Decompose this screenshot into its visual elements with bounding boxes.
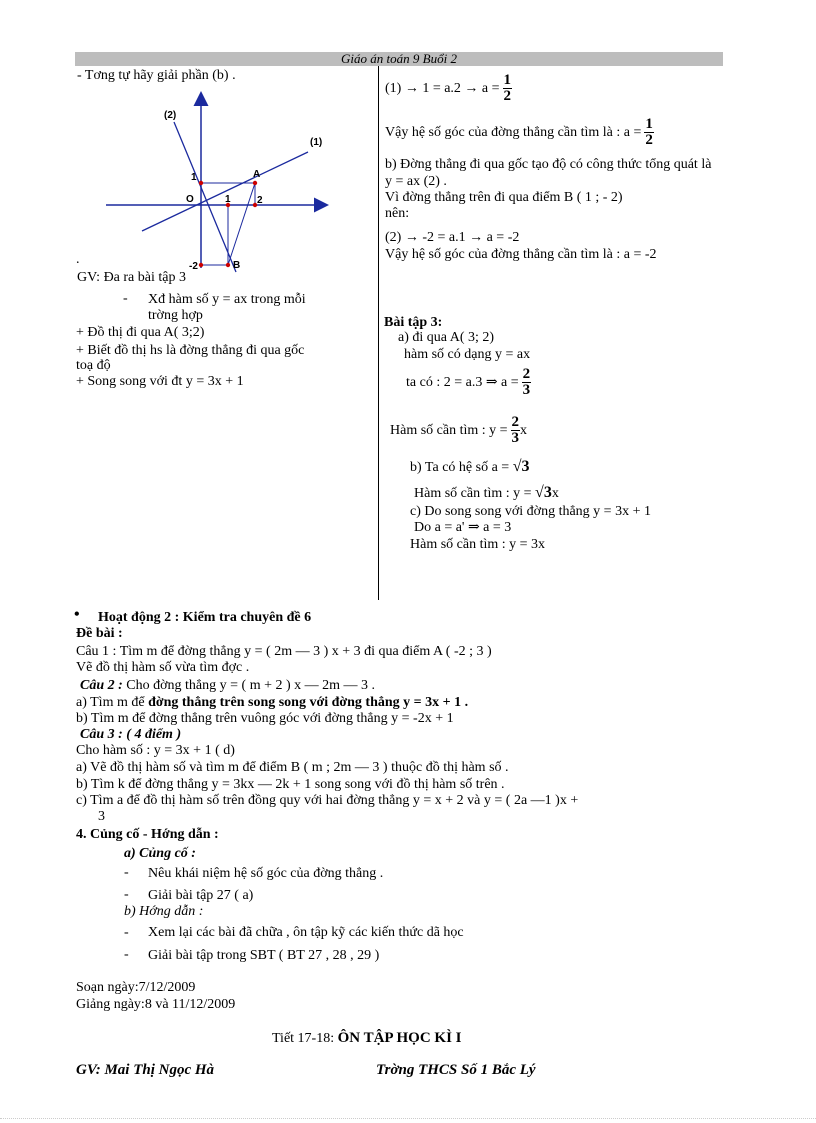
r3: b) Đờng thẳng đi qua gốc tạo độ có công thức tổng quát là <box>385 157 712 172</box>
label-O: O <box>186 194 194 205</box>
cau3b: b) Tìm k để đờng thẳng y = 3kx — 2k + 1 song song với đồ thị hàm số trên . <box>76 777 505 792</box>
dash-b1: - <box>124 925 129 940</box>
consolidate-b2: Giải bài tập trong SBT ( BT 27 , 28 , 29 ) <box>148 948 380 963</box>
bt3-a4: Hàm số cần tìm : y = $\frac{2}{3}$ x <box>390 414 528 447</box>
bt3-a: a) đi qua A( 3; 2) <box>398 330 495 345</box>
cau3-label: Câu 3 : ( 4 điểm ) <box>80 727 182 742</box>
label-A: A <box>253 169 261 180</box>
cond2a: + Biết đồ thị hs là đờng thẳng đi qua gốc <box>76 343 305 358</box>
consolidate-b1: Xem lại các bài đã chữa , ôn tập kỹ các kiến thức dã học <box>148 925 464 940</box>
dash-a1: - <box>124 865 129 880</box>
label-m2: -2 <box>189 261 198 272</box>
cond2b: toạ độ <box>76 358 111 373</box>
r6: nên: <box>385 206 410 221</box>
bt3-c3: Hàm số cần tìm : y = 3x <box>410 537 546 552</box>
consolidate-sub-b: b) Hớng dẫn : <box>124 904 204 919</box>
cau2b: b) Tìm m để đờng thẳng trên vuông góc với đờng thẳng y = -2x + 1 <box>76 711 454 726</box>
label-line2: (2) <box>164 110 177 121</box>
r8: Vậy hệ số góc của đờng thẳng cần tìm là : a = -2 <box>385 247 657 262</box>
activity-bullet: • <box>74 606 80 623</box>
r2: Vậy hệ số góc của đờng thẳng cần tìm là : a = $\frac{1}{2}$ <box>385 116 653 149</box>
r5: Vì đờng thẳng trên đi qua điểm B ( 1 ; - 2) <box>385 190 623 205</box>
bt3-a3: ta có : 2 = a.3 ⇒ a = $\frac{2}{3}$ <box>406 366 531 399</box>
cau1: Câu 1 : Tìm m để đờng thẳng y = ( 2m — 3 ) x + 3 đi qua điểm A ( -2 ; 3 ) <box>76 644 492 659</box>
coordinate-graph <box>100 88 340 273</box>
point-1y <box>199 181 203 185</box>
label-1y: 1 <box>191 172 197 183</box>
cond3: + Song song với đt y = 3x + 1 <box>76 374 244 389</box>
giang-ngay: Giảng ngày:8 và 11/12/2009 <box>76 997 236 1012</box>
task-line1: Xđ hàm số y = ax trong mỗi <box>148 292 306 307</box>
label-line1: (1) <box>310 137 323 148</box>
bt3-c: c) Do song song với đờng thẳng y = 3x + 1 <box>410 504 651 519</box>
column-divider <box>378 66 379 600</box>
cau2a: a) Tìm m để đờng thẳng trên song song với đờng thẳng y = 3x + 1 . <box>76 695 469 710</box>
cau1b: Vẽ đồ thị hàm số vừa tìm đợc . <box>76 660 250 675</box>
label-B: B <box>233 260 241 271</box>
bt3-a2: hàm số có dạng y = ax <box>404 347 531 362</box>
soan-ngay: Soạn ngày:7/12/2009 <box>76 980 196 995</box>
cau3a: a) Vẽ đồ thị hàm số và tìm m để điểm B ( m ; 2m — 3 ) thuộc đồ thị hàm số . <box>76 760 509 775</box>
point-A <box>253 181 257 185</box>
dash-b2: - <box>124 947 129 962</box>
cau3c2: 3 <box>98 809 105 824</box>
consolidate-a1: Nêu khái niệm hệ số góc của đờng thẳng . <box>148 866 384 881</box>
task-dash: - <box>123 291 128 306</box>
consolidate-sub-a: a) Củng cố : <box>124 846 196 861</box>
label-2x: 2 <box>257 195 263 206</box>
point-m2 <box>199 263 203 267</box>
point-B <box>226 263 230 267</box>
label-1x: 1 <box>225 194 231 205</box>
cau3c: c) Tìm a để đồ thị hàm số trên đồng quy với hai đờng thẳng y = x + 2 và y = ( 2a —1 )x + <box>76 793 579 808</box>
footer-teacher: GV: Mai Thị Ngọc Hà <box>76 1062 215 1078</box>
line-1 <box>142 152 308 231</box>
page-bottom-rule <box>0 1118 816 1119</box>
consolidate-a2: Giải bài tập 27 ( a) <box>148 888 254 903</box>
bt3-b: b) Ta có hệ số a = √3 <box>410 458 530 475</box>
bt3-title: Bài tập 3: <box>384 315 443 330</box>
footer-school: Trờng THCS Số 1 Bắc Lý <box>376 1062 536 1078</box>
de-bai: Đề bài : <box>76 626 123 641</box>
cond1: + Đồ thị đi qua A( 3;2) <box>76 325 205 340</box>
r1: (1) → 1 = a.2 → a = $\frac{1}{2}$ <box>385 72 512 105</box>
task-line2: trờng hợp <box>148 308 203 323</box>
lesson-heading: Tiết 17-18: ÔN TẬP HỌC KÌ I <box>272 1030 462 1046</box>
cau3-intro: Cho hàm số : y = 3x + 1 ( d) <box>76 743 235 758</box>
r4: y = ax (2) . <box>385 174 447 189</box>
cau2: Câu 2 : Cho đờng thẳng y = ( m + 2 ) x — 2m — 3 . <box>80 678 376 693</box>
left-intro: - Tơng tự hãy giải phần (b) . <box>77 68 236 83</box>
bt3-b2: Hàm số cần tìm : y = √3x <box>414 484 559 501</box>
left-dot: . <box>76 252 80 267</box>
r7: (2) → -2 = a.1 → a = -2 <box>385 230 520 245</box>
bt3-c2: Do a = a' ⇒ a = 3 <box>414 520 512 535</box>
consolidate-title: 4. Củng cố - Hớng dẫn : <box>76 827 219 842</box>
activity-title: Hoạt động 2 : Kiểm tra chuyên đề 6 <box>98 610 312 625</box>
gv-line: GV: Đa ra bài tập 3 <box>77 270 186 285</box>
header-bar <box>75 52 723 66</box>
dash-a2: - <box>124 887 129 902</box>
header-title: Giáo án toán 9 Buổi 2 <box>341 51 457 66</box>
